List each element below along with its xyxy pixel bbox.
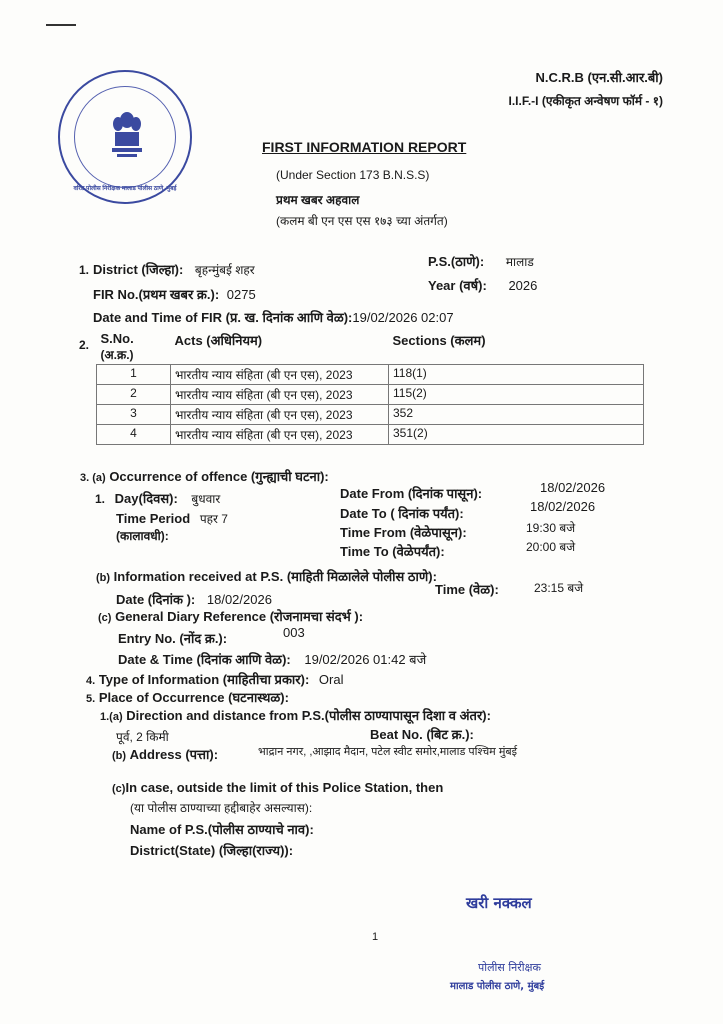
time-from-field <box>340 523 467 541</box>
ps-label-mr: (ठाणे): <box>450 254 485 269</box>
ps-name-label: Name of P.S. <box>130 822 208 837</box>
type-of-info-value: Oral <box>318 672 344 687</box>
general-diary-heading <box>98 607 363 625</box>
emblem-icon <box>109 110 145 166</box>
entry-no-field <box>118 629 227 647</box>
sno-header <box>97 330 171 365</box>
police-seal <box>58 70 192 204</box>
seal-ring-text: वरिष्ठ पोलीस निरीक्षक मालाड पोलीस ठाणे, मुंबई <box>73 186 177 192</box>
time-to-field <box>340 542 445 560</box>
district-field <box>93 260 255 278</box>
place-label-mr: (घटनास्थळ): <box>224 690 289 705</box>
fir-field <box>93 285 256 303</box>
table-row <box>97 365 644 385</box>
fir-value: 0275 <box>226 287 256 302</box>
district-state-label: District(State) <box>130 843 216 858</box>
info-time-label-mr: (वेळ): <box>465 582 499 597</box>
address-number: (b) <box>112 750 127 762</box>
direction-number: 1.(a) <box>100 711 123 723</box>
day-field <box>95 489 220 507</box>
ps-name-field <box>130 820 314 838</box>
outside-limit-heading <box>112 780 443 795</box>
outside-limit-number: (c) <box>112 783 126 795</box>
direction-label-mr: (पोलीस ठाण्यापासून दिशा व अंतर): <box>324 708 491 723</box>
time-to-label: Time To <box>340 544 389 559</box>
row-section: 115(2) <box>389 385 644 405</box>
page-number: 1 <box>372 931 379 943</box>
fir-datetime-label-mr: (प्र. ख. दिनांक आणि वेळ): <box>222 310 353 325</box>
sec1-number: 1. <box>79 263 90 277</box>
report-under-section: (Under Section 173 B.N.S.S) <box>276 168 430 182</box>
address-field <box>112 745 218 763</box>
info-time-value: 23:15 बजे <box>534 581 584 595</box>
year-value: 2026 <box>508 278 538 293</box>
fir-datetime-label: Date and Time of FIR <box>93 310 223 325</box>
iif-label: I.I.F.-I (एकीकृत अन्वेषण फॉर्म - १) <box>508 94 663 108</box>
sec2-number: 2. <box>79 338 90 352</box>
gd-datetime-label: Date & Time <box>118 652 193 667</box>
gd-datetime-value: 19/02/2026 01:42 बजे <box>304 652 427 667</box>
ps-field <box>428 252 534 270</box>
occurrence-label: Occurrence of offence <box>109 469 248 484</box>
ps-value: मालाड <box>505 255 534 269</box>
sec3-number: 3. (a) <box>80 472 106 484</box>
info-date-field <box>116 590 272 608</box>
info-date-label: Date <box>116 592 145 607</box>
place-label: Place of Occurrence <box>98 690 225 705</box>
date-from-value: 18/02/2026 <box>540 480 606 495</box>
sec4-number: 4. <box>86 675 96 687</box>
occurrence-heading <box>80 467 329 485</box>
time-from-label-mr: (वेळेपासून): <box>406 525 467 540</box>
time-from-value: 19:30 बजे <box>526 521 576 535</box>
acts-table <box>96 330 644 445</box>
date-to-value: 18/02/2026 <box>530 499 596 514</box>
year-label: Year <box>428 278 456 293</box>
ps-label: P.S. <box>428 254 451 269</box>
district-label-mr: (जिल्हा): <box>137 262 184 277</box>
sec5-number: 5. <box>86 693 96 705</box>
info-date-value: 18/02/2026 <box>206 592 272 607</box>
report-title: FIRST INFORMATION REPORT <box>262 139 467 155</box>
time-to-label-mr: (वेळेपर्यंत): <box>388 544 445 559</box>
date-to-label-mr: ( दिनांक पर्यंत): <box>386 506 464 521</box>
address-label: Address <box>129 747 182 762</box>
type-of-info-label: Type of Information <box>98 672 220 687</box>
day-value: बुधवार <box>191 492 221 506</box>
occurrence-label-mr: (गुन्ह्याची घटना): <box>247 469 329 484</box>
time-period-label-mr: (कालावधी): <box>116 529 169 543</box>
district-label: District <box>93 262 138 277</box>
district-state-field <box>130 841 293 859</box>
true-copy-stamp: खरी नक्कल <box>466 894 532 912</box>
year-field <box>428 276 537 294</box>
row-section: 352 <box>389 405 644 425</box>
district-state-label-mr: (जिल्हा(राज्य)): <box>215 843 294 858</box>
direction-label: Direction and distance from P.S. <box>126 708 325 723</box>
gd-datetime-label-mr: (दिनांक आणि वेळ): <box>192 652 291 667</box>
fir-label: FIR No. <box>93 287 139 302</box>
report-under-section-marathi: (कलम बी एन एस एस १७३ च्या अंतर्गत) <box>276 214 448 228</box>
acts-table-header <box>97 330 644 365</box>
date-to-field <box>340 504 464 522</box>
time-period-value: पहर 7 <box>199 512 228 526</box>
year-label-mr: (वर्ष): <box>455 278 487 293</box>
info-received-label-mr: (माहिती मिळालेले पोलीस ठाणे): <box>283 569 437 584</box>
info-received-label: Information received at P.S. <box>113 569 284 584</box>
beat-no-field <box>370 725 474 743</box>
report-title-marathi: प्रथम खबर अहवाल <box>276 193 360 207</box>
officer-title: पोलीस निरीक्षक <box>478 961 541 974</box>
sno-header-label-mr: (अ.क्र.) <box>100 348 134 362</box>
direction-value: पूर्व, 2 किमी <box>116 730 169 744</box>
table-row <box>97 405 644 425</box>
info-time-label: Time <box>435 582 466 597</box>
acts-header: Acts (अधिनियम) <box>171 330 389 365</box>
row-act: भारतीय न्याय संहिता (बी एन एस), 2023 <box>171 405 389 425</box>
info-received-heading <box>96 567 437 585</box>
beat-no-label-mr: (बिट क्र.): <box>422 727 474 742</box>
district-value: बृहन्मुंबई शहर <box>194 263 255 277</box>
gd-datetime-field <box>118 650 426 668</box>
day-label: Day <box>114 491 139 506</box>
time-period-label: Time Period <box>116 511 191 526</box>
row-sno: 4 <box>97 425 171 445</box>
info-received-number: (b) <box>96 572 111 584</box>
outside-limit-label: In case, outside the limit of this Police Station, then <box>125 780 444 795</box>
corner-mark <box>46 24 76 26</box>
type-of-info-label-mr: (माहितीचा प्रकार): <box>219 672 310 687</box>
place-of-occurrence-heading <box>86 688 289 706</box>
row-section: 351(2) <box>389 425 644 445</box>
row-sno: 3 <box>97 405 171 425</box>
date-from-label: Date From <box>340 486 405 501</box>
row-section: 118(1) <box>389 365 644 385</box>
fir-datetime-field <box>93 308 454 326</box>
date-to-label: Date To <box>340 506 387 521</box>
sections-header: Sections (कलम) <box>389 330 644 365</box>
row-sno: 2 <box>97 385 171 405</box>
table-row <box>97 385 644 405</box>
day-number: 1. <box>95 492 106 506</box>
row-sno: 1 <box>97 365 171 385</box>
direction-distance-field <box>100 706 491 724</box>
info-time-field <box>435 580 499 598</box>
fir-label-mr: (प्रथम खबर क्र.): <box>138 287 220 302</box>
entry-no-label-mr: (नोंद क्र.): <box>175 631 228 646</box>
table-row <box>97 425 644 445</box>
date-from-field <box>340 484 482 502</box>
type-of-info-field <box>86 670 343 688</box>
outside-limit-label-mr: (या पोलीस ठाण्याच्या हद्दीबाहेर असल्यास): <box>130 801 313 815</box>
general-diary-label: General Diary Reference <box>115 609 267 624</box>
row-act: भारतीय न्याय संहिता (बी एन एस), 2023 <box>171 425 389 445</box>
date-from-label-mr: (दिनांक पासून): <box>404 486 483 501</box>
info-date-label-mr: (दिनांक ): <box>144 592 196 607</box>
beat-no-label: Beat No. <box>370 727 423 742</box>
general-diary-number: (c) <box>98 612 112 624</box>
entry-no-label: Entry No. <box>118 631 176 646</box>
row-act: भारतीय न्याय संहिता (बी एन एस), 2023 <box>171 385 389 405</box>
time-period-field <box>116 510 228 527</box>
time-from-label: Time From <box>340 525 407 540</box>
officer-station: मालाड पोलीस ठाणे, मुंबई <box>450 981 545 992</box>
row-act: भारतीय न्याय संहिता (बी एन एस), 2023 <box>171 365 389 385</box>
address-label-mr: (पत्ता): <box>181 747 219 762</box>
address-value: भाद्रान नगर, ,आझाद मैदान, पटेल स्वीट समोर,मालाड पश्चिम मुंबई <box>258 746 518 758</box>
time-to-value: 20:00 बजे <box>526 540 576 554</box>
entry-no-value: 003 <box>283 625 305 640</box>
general-diary-label-mr: (रोजनामचा संदर्भ ): <box>266 609 364 624</box>
sno-header-label: S.No. <box>100 331 134 346</box>
day-label-mr: (दिवस): <box>138 491 178 506</box>
fir-datetime-value: 19/02/2026 02:07 <box>352 310 454 325</box>
ps-name-label-mr: (पोलीस ठाण्याचे नाव): <box>207 822 314 837</box>
ncrb-label: N.C.R.B (एन.सी.आर.बी) <box>535 70 663 85</box>
